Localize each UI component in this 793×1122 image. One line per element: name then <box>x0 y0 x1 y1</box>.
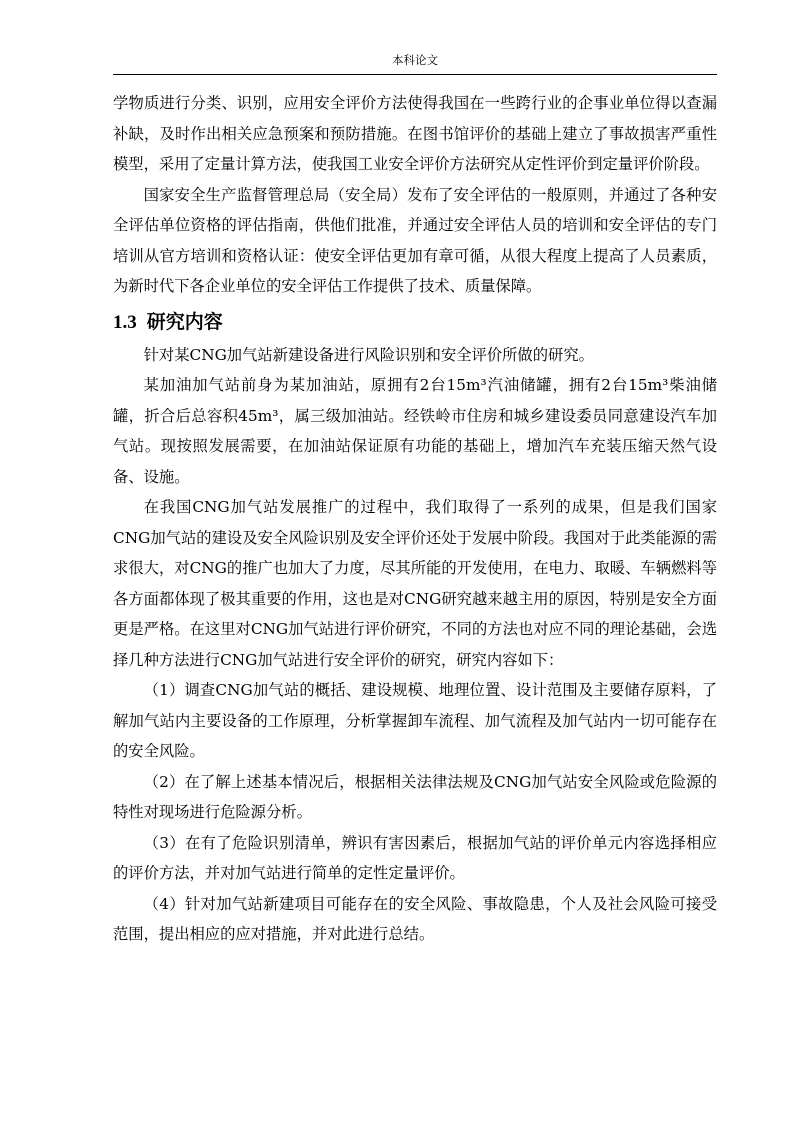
list-item: （1）调查CNG加气站的概括、建设规模、地理位置、设计范围及主要储存原料，了解加气站内主要设备的工作原理，分析掌握卸车流程、加气流程及加气站内一切可能存在的安全风险。 <box>113 681 717 760</box>
paragraph: 在我国CNG加气站发展推广的过程中，我们取得了一系列的成果，但是我们国家CNG加气站的建设及安全风险识别及安全评价还处于发展中阶段。我国对于此类能源的需求很大，对CNG的推广也加大了力度，尽其所能的开发使用，在电力、取暖、车辆燃料等各方面都体现了极其重要的作用，这也是对CNG研究越来越主用的原因，特别是安全方面更是严格。在这里对CNG加气站进行评价研究，不同的方法也对应不同的理论基础，会选择几种方法进行CNG加气站进行安全评价的研究，研究内容如下： <box>113 498 717 669</box>
section-title: 研究内容 <box>146 310 223 333</box>
paragraph: 国家安全生产监督管理总局（安全局）发布了安全评估的一般原则，并通过了各种安全评估单位资格的评估指南，供他们批准，并通过安全评估人员的培训和安全评估的专门培训从官方培训和资格认证：使安全评估更加有章可循，从很大程度上提高了人员素质，为新时代下各企业单位的安全评估工作提供了技术、质量保障。 <box>113 185 717 295</box>
list-item: （4）针对加气站新建项目可能存在的安全风险、事故隐患，个人及社会风险可接受范围，提出相应的应对措施，并对此进行总结。 <box>113 894 717 943</box>
header-title: 本科论文 <box>392 53 438 67</box>
list-item: （2）在了解上述基本情况后，根据相关法律法规及CNG加气站安全风险或危险源的特性对现场进行危险源分析。 <box>113 772 717 821</box>
section-number: 1.3 <box>113 311 137 333</box>
paragraph: 针对某CNG加气站新建设备进行风险识别和安全评价所做的研究。 <box>143 345 594 364</box>
paragraph: 某加油加气站前身为某加油站，原拥有2台15m³汽油储罐，拥有2台15m³柴油储罐，折合后总容积45m³，属三级加油站。经铁岭市住房和城乡建设委员同意建设汽车加气站。现按照发展需要，在加油站保证原有功能的基础上，增加汽车充装压缩天然气设备、设施。 <box>113 376 717 486</box>
document-body <box>113 88 717 950</box>
page-header <box>113 50 717 75</box>
list-item: （3）在有了危险识别清单，辨识有害因素后，根据加气站的评价单元内容选择相应的评价方法，并对加气站进行简单的定性定量评价。 <box>113 833 717 882</box>
paragraph-continuation: 学物质进行分类、识别，应用安全评价方法使得我国在一些跨行业的企事业单位得以查漏补缺，及时作出相关应急预案和预防措施。在图书馆评价的基础上建立了事故损害严重性模型，采用了定量计算方法，使我国工业安全评价方法研究从定性评价到定量评价阶段。 <box>113 94 717 173</box>
section-heading <box>113 307 717 338</box>
